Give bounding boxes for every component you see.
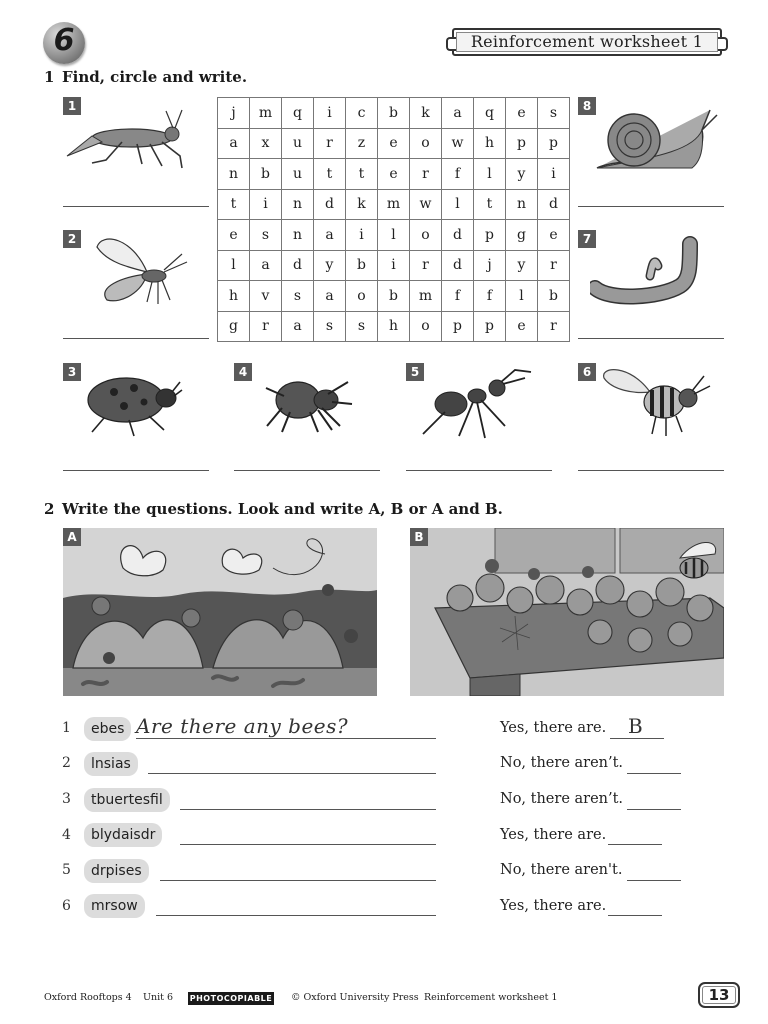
grid-letter[interactable]: n bbox=[282, 220, 314, 251]
grid-letter[interactable]: s bbox=[538, 98, 570, 129]
answer-line-6[interactable] bbox=[578, 470, 724, 471]
grid-letter[interactable]: y bbox=[314, 250, 346, 281]
spider-illustration bbox=[262, 368, 357, 438]
picture-number-7: 7 bbox=[578, 230, 596, 248]
scrambled-word-1: ebes bbox=[84, 717, 131, 741]
grid-letter[interactable]: i bbox=[378, 250, 410, 281]
answer-text-3: No, there aren’t. bbox=[500, 791, 624, 807]
grid-row bbox=[218, 281, 570, 312]
bee-illustration bbox=[600, 364, 718, 439]
ladybird-illustration bbox=[84, 370, 184, 440]
grid-letter[interactable]: o bbox=[410, 220, 442, 251]
exercise2-instruction-text: Write the questions. Look and write A, B or A and B. bbox=[62, 500, 503, 518]
grid-letter[interactable]: l bbox=[474, 159, 506, 190]
grid-letter[interactable]: r bbox=[538, 250, 570, 281]
grid-letter[interactable]: f bbox=[442, 281, 474, 312]
question-number-5: 5 bbox=[62, 862, 71, 878]
grid-letter[interactable]: l bbox=[378, 220, 410, 251]
grid-letter[interactable]: b bbox=[346, 250, 378, 281]
grid-letter[interactable]: z bbox=[346, 128, 378, 159]
grid-letter[interactable]: e bbox=[378, 159, 410, 190]
grid-letter[interactable]: b bbox=[538, 281, 570, 312]
grid-letter[interactable]: l bbox=[442, 189, 474, 220]
answer-text-1: Yes, there are. bbox=[500, 720, 607, 736]
grid-letter[interactable]: h bbox=[378, 311, 410, 342]
grid-letter[interactable]: b bbox=[250, 159, 282, 190]
question-line-2[interactable] bbox=[148, 773, 436, 774]
scrambled-word-5: drpises bbox=[84, 859, 149, 883]
grid-letter[interactable]: m bbox=[410, 281, 442, 312]
grid-letter[interactable]: o bbox=[410, 311, 442, 342]
grid-letter[interactable]: w bbox=[442, 128, 474, 159]
grid-letter[interactable]: t bbox=[218, 189, 250, 220]
grid-letter[interactable]: p bbox=[474, 220, 506, 251]
grid-letter[interactable]: k bbox=[410, 98, 442, 129]
grid-letter[interactable]: u bbox=[282, 128, 314, 159]
grid-letter[interactable]: h bbox=[218, 281, 250, 312]
picture-number-8: 8 bbox=[578, 97, 596, 115]
grid-letter[interactable]: a bbox=[314, 220, 346, 251]
grid-letter[interactable]: o bbox=[346, 281, 378, 312]
exercise1-instruction bbox=[44, 68, 247, 86]
grid-letter[interactable]: d bbox=[314, 189, 346, 220]
grid-row bbox=[218, 128, 570, 159]
answer-blank-4[interactable] bbox=[608, 844, 662, 845]
grid-letter[interactable]: b bbox=[378, 281, 410, 312]
answer-line-4[interactable] bbox=[234, 470, 380, 471]
grid-letter[interactable]: a bbox=[314, 281, 346, 312]
answer-line-7[interactable] bbox=[578, 338, 724, 339]
picture-number-4: 4 bbox=[234, 363, 252, 381]
grid-letter[interactable]: b bbox=[378, 98, 410, 129]
grid-letter[interactable]: p bbox=[506, 128, 538, 159]
question-line-3[interactable] bbox=[180, 809, 436, 810]
grid-letter[interactable]: t bbox=[314, 159, 346, 190]
grid-letter[interactable]: r bbox=[538, 311, 570, 342]
written-answer-1: B bbox=[628, 714, 644, 738]
grid-letter[interactable]: e bbox=[538, 220, 570, 251]
grid-letter[interactable]: s bbox=[250, 220, 282, 251]
grid-row bbox=[218, 311, 570, 342]
grid-letter[interactable]: m bbox=[378, 189, 410, 220]
answer-text-5: No, there aren't. bbox=[500, 862, 623, 878]
grid-letter[interactable]: n bbox=[282, 189, 314, 220]
question-line-1[interactable] bbox=[136, 738, 436, 739]
scrambled-word-4: blydaisdr bbox=[84, 823, 162, 847]
photocopiable-badge: PHOTOCOPIABLE bbox=[189, 994, 273, 1003]
grid-letter[interactable]: v bbox=[250, 281, 282, 312]
scrambled-word-3: tbuertesfil bbox=[84, 788, 170, 812]
window-box-illustration bbox=[410, 528, 724, 696]
footer-copyright: © Oxford University Press bbox=[291, 992, 419, 1003]
worksheet-title: Reinforcement worksheet 1 bbox=[452, 28, 722, 56]
grid-letter[interactable]: k bbox=[346, 189, 378, 220]
grid-letter[interactable]: q bbox=[282, 98, 314, 129]
grid-letter[interactable]: j bbox=[474, 250, 506, 281]
grid-letter[interactable]: i bbox=[346, 220, 378, 251]
grid-letter[interactable]: r bbox=[410, 159, 442, 190]
picture-b-window-box-scene bbox=[410, 528, 724, 696]
grid-letter[interactable]: a bbox=[218, 128, 250, 159]
grid-letter[interactable]: e bbox=[218, 220, 250, 251]
picture-a-label: A bbox=[63, 528, 81, 546]
footer-book: Oxford Rooftops 4 bbox=[44, 992, 132, 1003]
grid-letter[interactable]: g bbox=[506, 220, 538, 251]
grid-letter[interactable]: i bbox=[538, 159, 570, 190]
grid-letter[interactable]: p bbox=[538, 128, 570, 159]
grid-letter[interactable]: w bbox=[410, 189, 442, 220]
grid-letter[interactable]: f bbox=[474, 281, 506, 312]
grid-letter[interactable]: a bbox=[250, 250, 282, 281]
grid-letter[interactable]: p bbox=[442, 311, 474, 342]
answer-blank-2[interactable] bbox=[627, 773, 681, 774]
question-number-4: 4 bbox=[62, 827, 71, 843]
answer-blank-3[interactable] bbox=[627, 809, 681, 810]
grid-letter[interactable]: x bbox=[250, 128, 282, 159]
footer-worksheet: Reinforcement worksheet 1 bbox=[424, 992, 558, 1003]
grid-letter[interactable]: a bbox=[282, 311, 314, 342]
answer-line-1[interactable] bbox=[63, 206, 209, 207]
grid-letter[interactable]: s bbox=[314, 311, 346, 342]
grid-letter[interactable]: d bbox=[538, 189, 570, 220]
grid-letter[interactable]: r bbox=[314, 128, 346, 159]
grid-letter[interactable]: j bbox=[218, 98, 250, 129]
grid-letter[interactable]: i bbox=[314, 98, 346, 129]
footer-unit: Unit 6 bbox=[143, 992, 174, 1003]
grid-letter[interactable]: d bbox=[282, 250, 314, 281]
snail-illustration bbox=[592, 100, 722, 175]
written-question-1: Are there any bees? bbox=[136, 714, 349, 738]
ant-illustration bbox=[415, 366, 535, 441]
grid-letter[interactable]: e bbox=[506, 311, 538, 342]
picture-number-2: 2 bbox=[63, 230, 81, 248]
grid-row bbox=[218, 159, 570, 190]
question-line-5[interactable] bbox=[160, 880, 436, 881]
grid-row bbox=[218, 220, 570, 251]
answer-blank-6[interactable] bbox=[608, 915, 662, 916]
butterfly-illustration bbox=[92, 232, 192, 307]
word-search-grid bbox=[217, 97, 570, 342]
grid-letter[interactable]: y bbox=[506, 250, 538, 281]
grid-letter[interactable]: h bbox=[474, 128, 506, 159]
picture-a-garden-scene bbox=[63, 528, 377, 696]
grid-letter[interactable]: s bbox=[346, 311, 378, 342]
grid-letter[interactable]: q bbox=[474, 98, 506, 129]
exercise1-number: 1 bbox=[44, 68, 55, 86]
answer-line-5[interactable] bbox=[406, 470, 552, 471]
answer-text-2: No, there aren’t. bbox=[500, 755, 624, 771]
picture-number-6: 6 bbox=[578, 363, 596, 381]
unit-number: 6 bbox=[53, 23, 75, 58]
answer-line-8[interactable] bbox=[578, 206, 724, 207]
question-line-4[interactable] bbox=[180, 844, 436, 845]
page-number: 13 bbox=[698, 982, 740, 1008]
grid-letter[interactable]: r bbox=[410, 250, 442, 281]
grid-letter[interactable]: a bbox=[442, 98, 474, 129]
grid-letter[interactable]: c bbox=[346, 98, 378, 129]
scrambled-word-6: mrsow bbox=[84, 894, 145, 918]
grid-letter[interactable]: y bbox=[506, 159, 538, 190]
grid-letter[interactable]: e bbox=[378, 128, 410, 159]
grid-row bbox=[218, 250, 570, 281]
grid-letter[interactable]: p bbox=[474, 311, 506, 342]
unit-number-badge bbox=[43, 22, 85, 64]
answer-blank-5[interactable] bbox=[627, 880, 681, 881]
picture-number-1: 1 bbox=[63, 97, 81, 115]
grid-letter[interactable]: l bbox=[218, 250, 250, 281]
exercise2-instruction bbox=[44, 500, 503, 518]
question-number-1: 1 bbox=[62, 720, 71, 736]
grid-row bbox=[218, 189, 570, 220]
picture-number-3: 3 bbox=[63, 363, 81, 381]
scrambled-word-2: lnsias bbox=[84, 752, 138, 776]
garden-illustration bbox=[63, 528, 377, 696]
answer-blank-1[interactable] bbox=[610, 738, 664, 739]
grid-letter[interactable]: m bbox=[250, 98, 282, 129]
grid-letter[interactable]: t bbox=[346, 159, 378, 190]
answer-line-2[interactable] bbox=[63, 338, 209, 339]
question-number-2: 2 bbox=[62, 755, 71, 771]
picture-number-5: 5 bbox=[406, 363, 424, 381]
grid-letter[interactable]: o bbox=[410, 128, 442, 159]
worm-illustration bbox=[590, 236, 715, 306]
grid-letter[interactable]: s bbox=[282, 281, 314, 312]
answer-text-4: Yes, there are. bbox=[500, 827, 607, 843]
grid-letter[interactable]: n bbox=[506, 189, 538, 220]
grid-letter[interactable]: r bbox=[250, 311, 282, 342]
question-number-6: 6 bbox=[62, 898, 71, 914]
exercise2-number: 2 bbox=[44, 500, 55, 518]
answer-text-6: Yes, there are. bbox=[500, 898, 607, 914]
picture-b-label: B bbox=[410, 528, 428, 546]
grid-letter[interactable]: u bbox=[282, 159, 314, 190]
grid-letter[interactable]: t bbox=[474, 189, 506, 220]
answer-line-3[interactable] bbox=[63, 470, 209, 471]
grid-letter[interactable]: i bbox=[250, 189, 282, 220]
grid-letter[interactable]: g bbox=[218, 311, 250, 342]
grid-letter[interactable]: n bbox=[218, 159, 250, 190]
grasshopper-illustration bbox=[62, 108, 192, 173]
question-number-3: 3 bbox=[62, 791, 71, 807]
question-line-6[interactable] bbox=[156, 915, 436, 916]
grid-letter[interactable]: d bbox=[442, 250, 474, 281]
grid-row bbox=[218, 98, 570, 129]
grid-letter[interactable]: f bbox=[442, 159, 474, 190]
exercise1-instruction-text: Find, circle and write. bbox=[62, 68, 248, 86]
grid-letter[interactable]: e bbox=[506, 98, 538, 129]
grid-letter[interactable]: d bbox=[442, 220, 474, 251]
grid-letter[interactable]: l bbox=[506, 281, 538, 312]
